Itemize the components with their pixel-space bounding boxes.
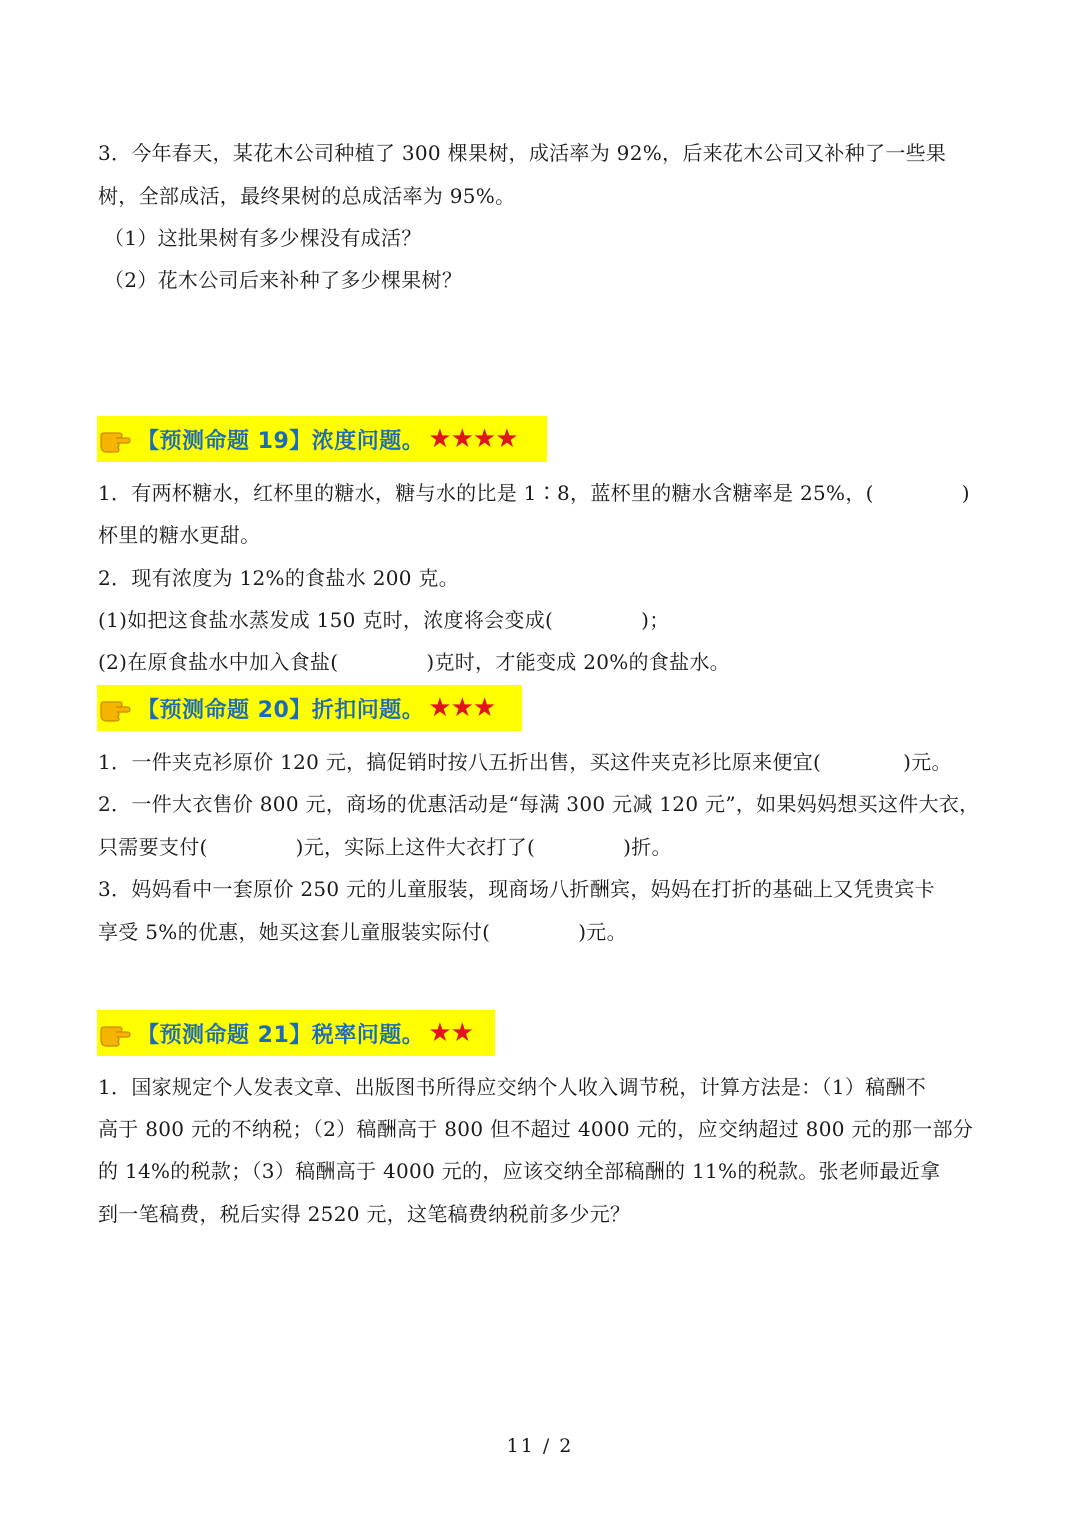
section-21-title: 【预测命题 21】税率问题。 — [137, 1022, 425, 1048]
section-19-q1-text: 1．有两杯糖水，红杯里的糖水，糖与水的比是 1∶8，蓝杯里的糖水含糖率是 25%，( — [98, 481, 874, 505]
section-21-q1-line-4: 到一笔稿费，税后实得 2520 元，这笔稿费纳税前多少元？ — [98, 1202, 631, 1226]
page-number: 11 / 2 — [506, 1435, 574, 1457]
section-19-stars: ★★★★ — [428, 424, 518, 454]
section-21-stars: ★★ — [428, 1018, 473, 1048]
pointing-hand-icon — [99, 1018, 133, 1048]
section-20-title: 【预测命题 20】折扣问题。 — [137, 697, 425, 723]
pointing-hand-icon — [99, 693, 133, 723]
pointing-hand-icon — [99, 424, 133, 454]
section-21-q1-line-3: 的 14%的税款；（3）稿酬高于 4000 元的，应该交纳全部稿酬的 11%的税款。张老师最近拿 — [98, 1159, 941, 1183]
section-19-q2-sub2-text: (2)在原食盐水中加入食盐( — [98, 650, 339, 674]
section-19-q1-line-2: 杯里的糖水更甜。 — [98, 523, 261, 547]
section-19-q2-sub-2 — [98, 648, 988, 676]
section-20-q2-text-b: )元，实际上这件大衣打了( — [295, 835, 536, 859]
question-3-line-2: 树，全部成活，最终果树的总成活率为 95%。 — [98, 184, 516, 208]
section-19-q2-sub2-close: )克时，才能变成 20%的食盐水。 — [426, 650, 731, 674]
section-21-q1-line-1: 1．国家规定个人发表文章、出版图书所得应交纳个人收入调节税，计算方法是：（1）稿酬不 — [98, 1075, 927, 1099]
section-20-q2-text-c: )折。 — [623, 835, 672, 859]
section-20-banner — [97, 685, 522, 731]
section-20-q1-close: )元。 — [903, 750, 952, 774]
section-20-q2-line-1: 2．一件大衣售价 800 元，商场的优惠活动是“每满 300 元减 120 元”，如果妈妈想买这件大衣， — [98, 792, 980, 816]
section-19-q1-line-1 — [98, 479, 988, 507]
section-19-q2-sub1-text: (1)如把这食盐水蒸发成 150 克时，浓度将会变成( — [98, 608, 554, 632]
section-19-title: 【预测命题 19】浓度问题。 — [137, 428, 425, 454]
question-3-sub-2: （2）花木公司后来补种了多少棵果树？ — [104, 268, 463, 292]
section-20-q1-text: 1．一件夹克衫原价 120 元，搞促销时按八五折出售，买这件夹克衫比原来便宜( — [98, 750, 822, 774]
section-20-q3-text: 享受 5%的优惠，她买这套儿童服装实际付( — [98, 920, 491, 944]
section-20-q3-line-2 — [98, 918, 988, 946]
section-20-q1 — [98, 748, 988, 776]
section-20-q3-line-1: 3．妈妈看中一套原价 250 元的儿童服装，现商场八折酬宾，妈妈在打折的基础上又凭贵宾卡 — [98, 877, 935, 901]
section-19-banner — [97, 416, 547, 462]
section-20-q3-close: )元。 — [578, 920, 627, 944]
section-19-q1-close: ) — [961, 481, 970, 505]
section-19-q2-sub1-close: )； — [641, 608, 670, 632]
section-20-q2-text-a: 只需要支付( — [98, 835, 208, 859]
section-19-q2-sub-1 — [98, 606, 988, 634]
question-3-sub-1: （1）这批果树有多少棵没有成活？ — [104, 226, 422, 250]
section-20-stars: ★★★ — [428, 693, 496, 723]
section-21-banner — [97, 1010, 495, 1056]
section-19-q2-line-1: 2．现有浓度为 12%的食盐水 200 克。 — [98, 566, 460, 590]
question-3-line-1: 3．今年春天，某花木公司种植了 300 棵果树，成活率为 92%，后来花木公司又补种了一些果 — [98, 141, 947, 165]
section-21-q1-line-2: 高于 800 元的不纳税；（2）稿酬高于 800 但不超过 4000 元的，应交纳超过 800 元的那一部分 — [98, 1117, 974, 1141]
section-20-q2-line-2 — [98, 833, 988, 861]
